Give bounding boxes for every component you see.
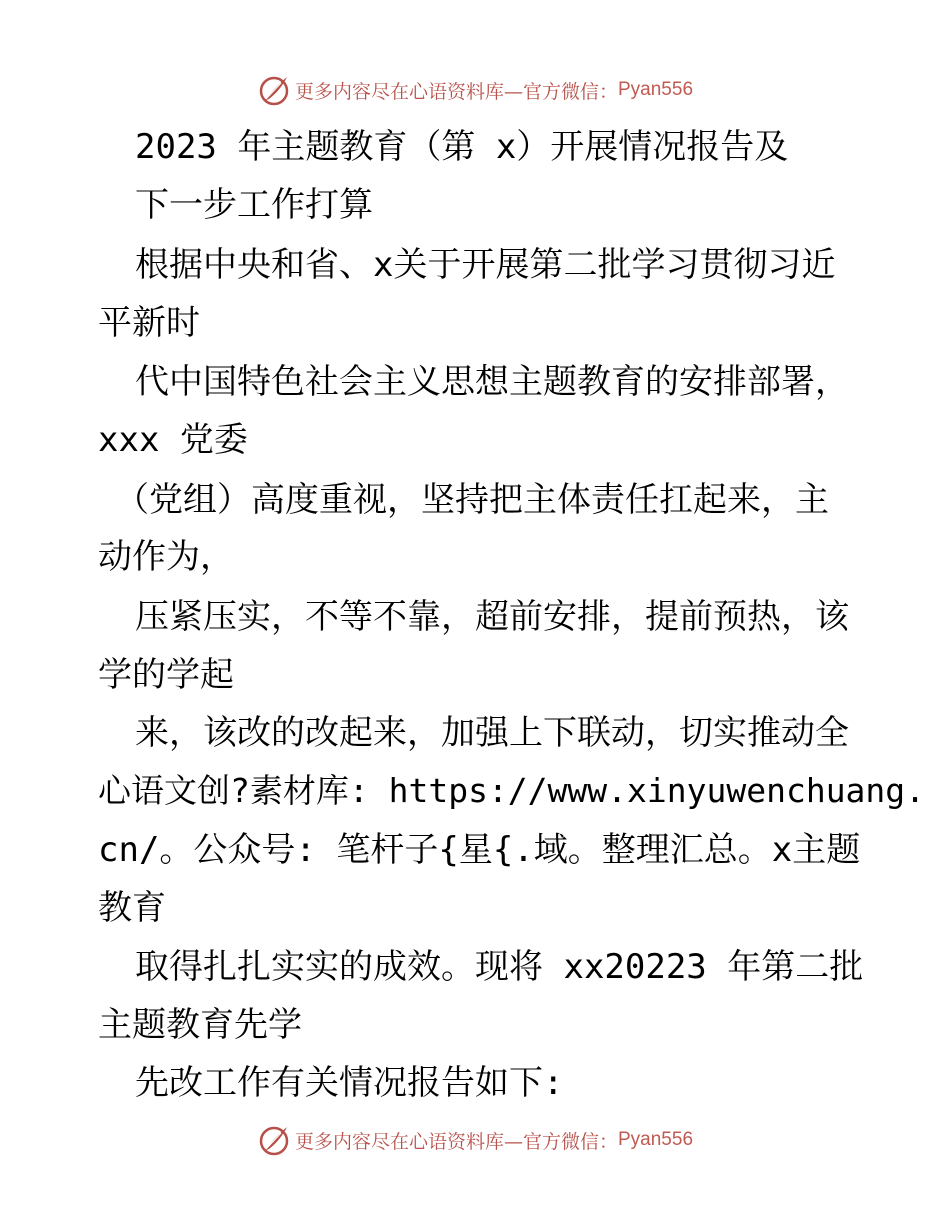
header-banner <box>0 70 950 110</box>
doc-paragraph-line: cn/。公众号: 笔杆子{星{.域。整理汇总。x主题 <box>98 830 861 870</box>
header-banner-text: 更多内容尽在心语资料库—官方微信： <box>294 80 618 103</box>
doc-paragraph-line: 来，该改的改起来，加强上下联动，切实推动全 <box>135 713 849 753</box>
doc-paragraph-line: 代中国特色社会主义思想主题教育的安排部署， <box>135 362 849 402</box>
doc-title-line-2: 下一步工作打算 <box>135 185 373 225</box>
doc-paragraph-line: 主题教育先学 <box>98 1005 302 1045</box>
doc-paragraph-line: xxx 党委 <box>98 420 248 460</box>
doc-paragraph-line: 取得扎扎实实的成效。现将 xx20223 年第二批 <box>135 947 864 987</box>
doc-paragraph-line: 根据中央和省、x关于开展第二批学习贯彻习近 <box>135 245 836 285</box>
doc-paragraph-line: 压紧压实，不等不靠，超前安排，提前预热，该 <box>135 597 849 637</box>
footer-banner-text: 更多内容尽在心语资料库—官方微信： <box>294 1130 618 1153</box>
doc-paragraph-line: 学的学起 <box>98 655 234 695</box>
footer-banner-wechat-id: Pyan556 <box>618 1129 694 1150</box>
footer-banner <box>0 1120 950 1160</box>
doc-paragraph-line: 平新时 <box>98 303 200 343</box>
feather-circle-logo-icon <box>257 73 291 107</box>
doc-paragraph-line: 动作为， <box>98 537 234 577</box>
header-banner-wechat-id: Pyan556 <box>618 79 694 100</box>
feather-circle-logo-icon <box>257 1123 291 1157</box>
doc-paragraph-line: （党组）高度重视，坚持把主体责任扛起来，主 <box>115 480 829 520</box>
doc-paragraph-line: 先改工作有关情况报告如下: <box>135 1063 564 1103</box>
doc-paragraph-line: 心语文创?素材库: https://www.xinyuwenchuang. <box>98 771 926 810</box>
doc-title-line-1: 2023 年主题教育（第 x）开展情况报告及 <box>135 127 789 167</box>
doc-paragraph-line: 教育 <box>98 888 166 928</box>
